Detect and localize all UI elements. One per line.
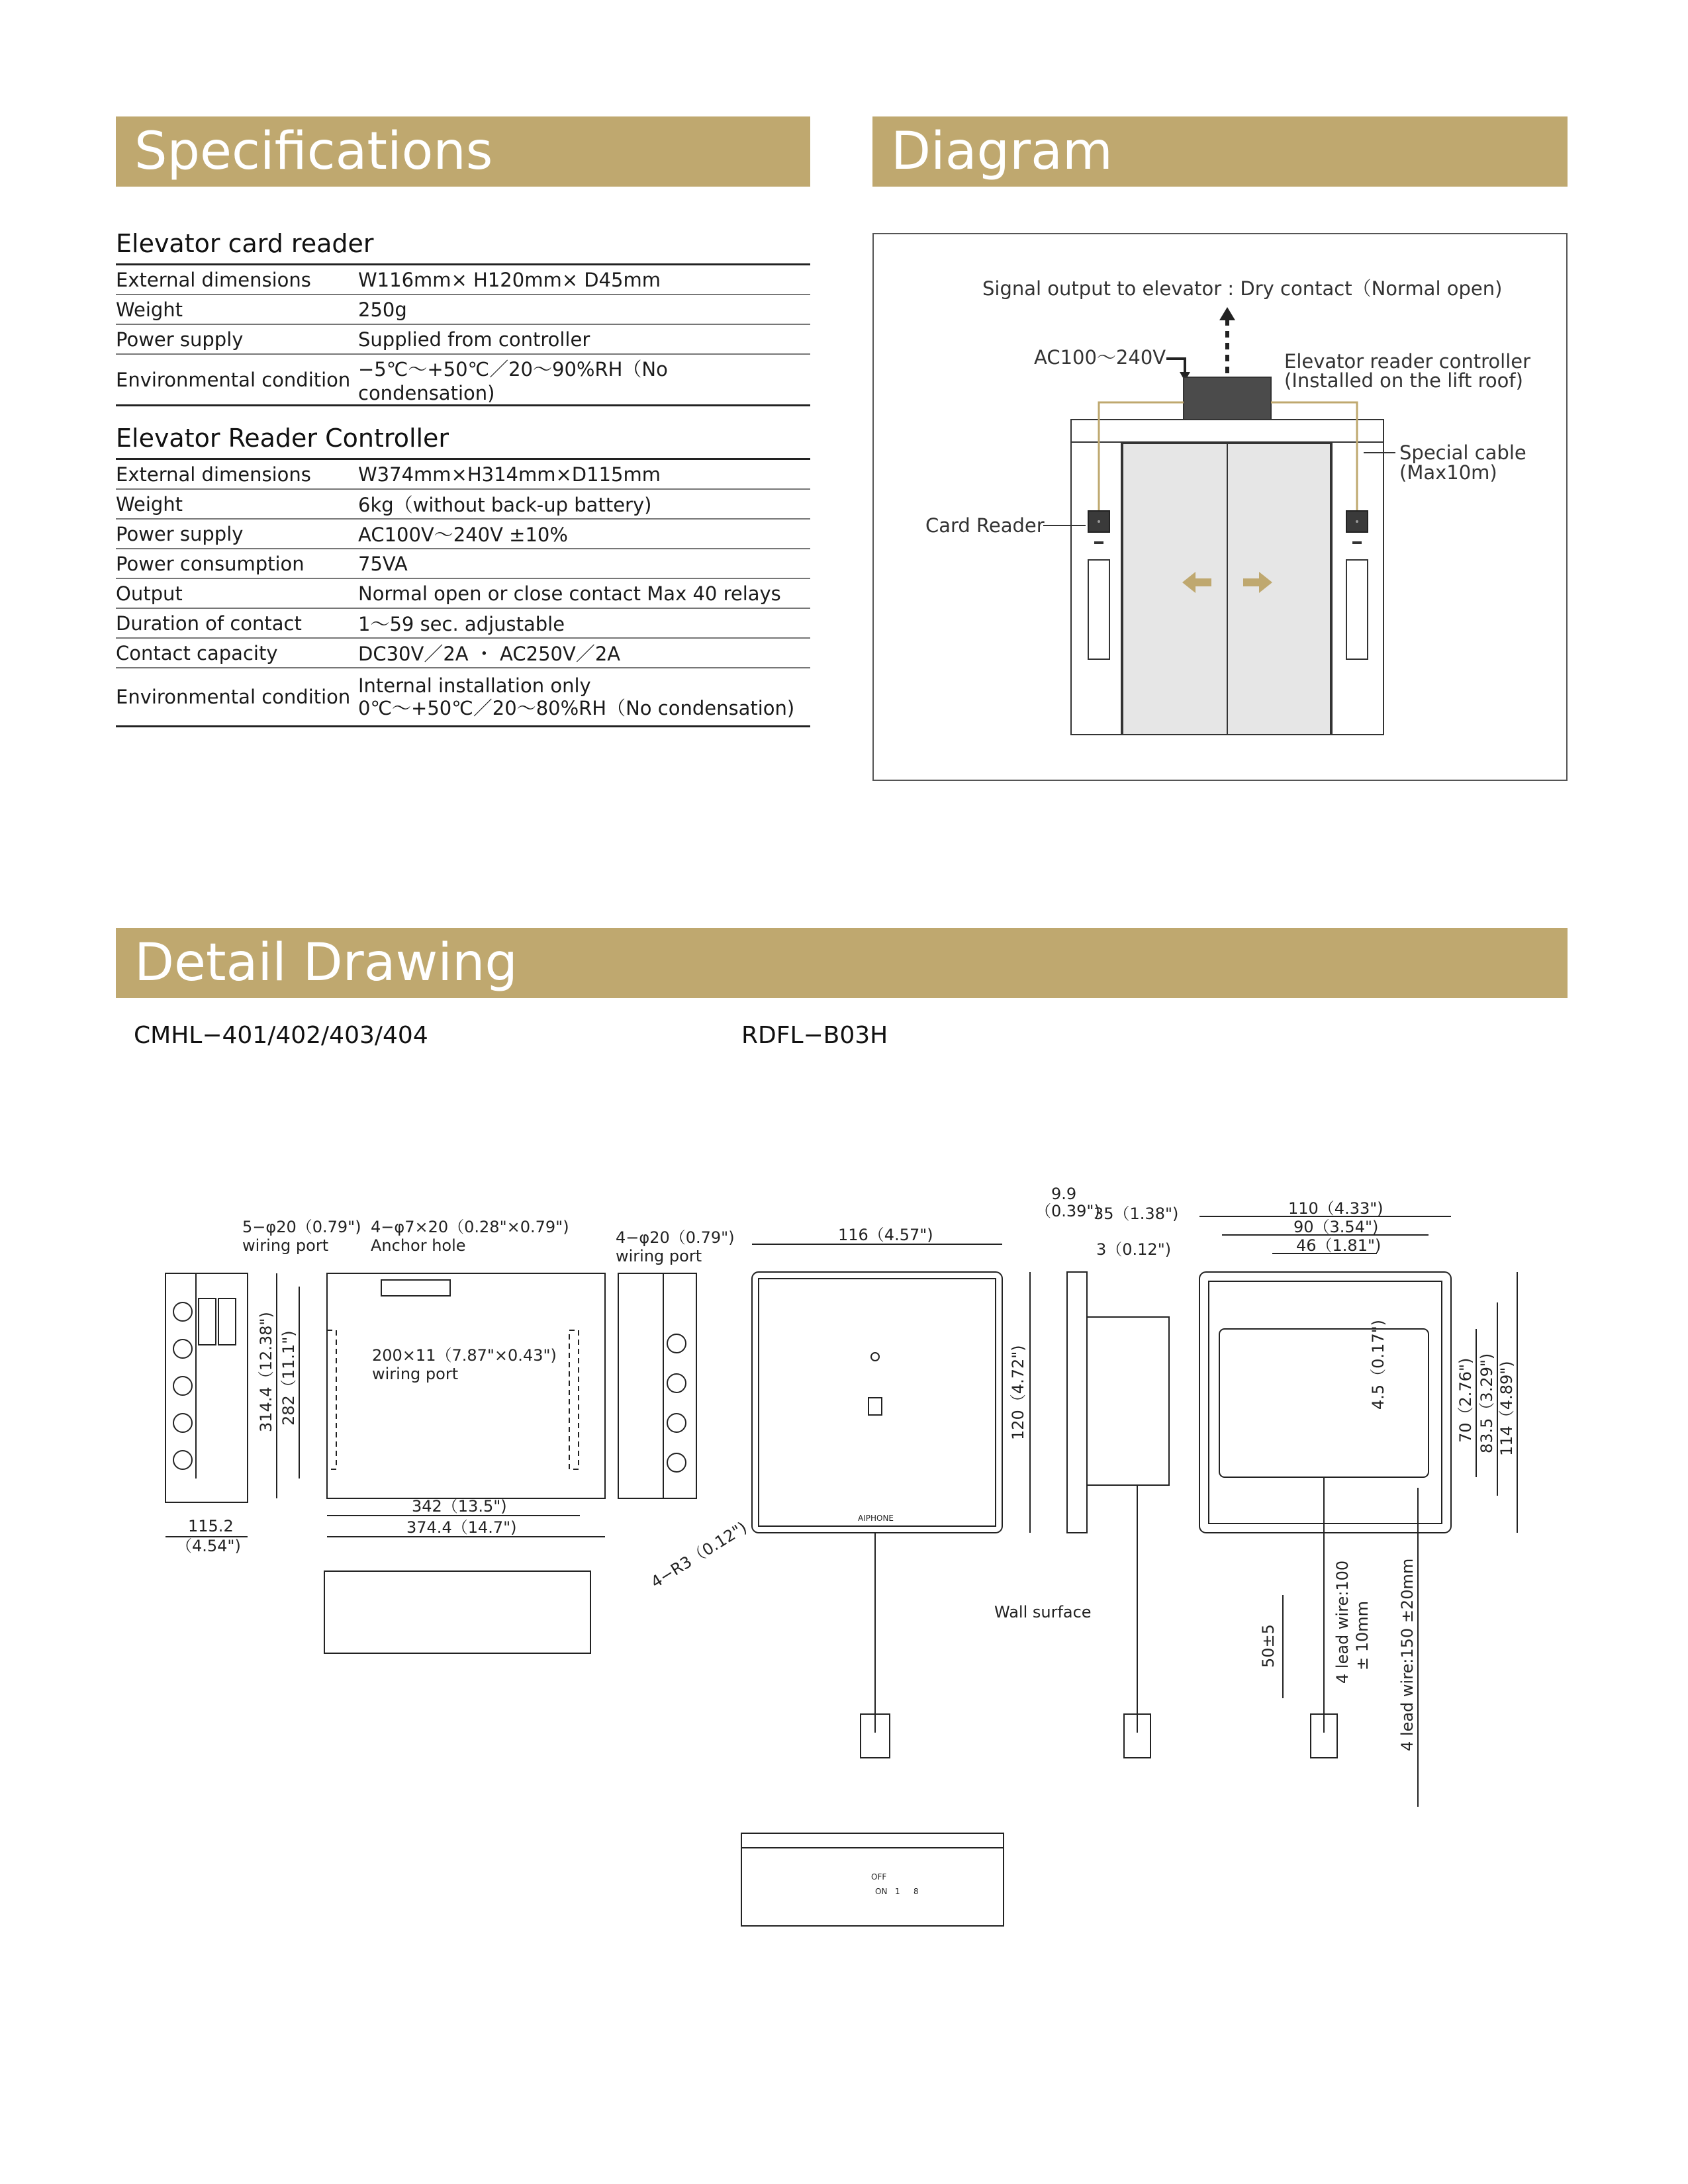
detail-drawing-banner xyxy=(116,928,1568,998)
detail-drawing xyxy=(0,1165,1688,1959)
spec-value: W374mm×H314mm×D115mm xyxy=(358,459,810,490)
side-bracket-2 xyxy=(218,1298,236,1345)
controller-bottom-view xyxy=(324,1571,590,1653)
door-left xyxy=(1123,443,1227,735)
table-row xyxy=(116,489,810,519)
label-back-114: 114（4.89") xyxy=(1497,1361,1516,1456)
reader-front-outer xyxy=(752,1272,1002,1533)
label-switch-8: 8 xyxy=(914,1887,919,1896)
call-panel-left xyxy=(1088,560,1109,659)
label-height-314: 314.4（12.38") xyxy=(257,1312,275,1432)
reader-side-body xyxy=(1087,1317,1169,1485)
label-switch-1: 1 xyxy=(895,1887,900,1896)
spec-key: External dimensions xyxy=(116,459,358,490)
spec-key: Contact capacity xyxy=(116,638,358,668)
label-back-45: 4.5（0.17") xyxy=(1369,1319,1387,1410)
label-slot-b: wiring port xyxy=(372,1365,459,1383)
reader-led-left-icon xyxy=(1098,520,1100,523)
controller-terminal-block xyxy=(381,1280,450,1296)
wiring-port-5-icon xyxy=(173,1451,192,1469)
model-right: RDFL−B03H xyxy=(741,1022,888,1049)
signal-arrow-head-icon xyxy=(1219,307,1235,320)
label-back-835: 83.5（3.29") xyxy=(1477,1353,1496,1453)
side-bracket-1 xyxy=(199,1298,216,1345)
label-lead-100: 4 lead wire:100 xyxy=(1333,1560,1352,1684)
table-row xyxy=(116,459,810,490)
label-reader-radius: 4−R3（0.12") xyxy=(647,1518,751,1592)
reader-bottom-flange xyxy=(741,1833,1004,1848)
controller-right-view xyxy=(618,1273,696,1498)
label-wiring-port-5: 5−φ20（0.79") xyxy=(242,1218,361,1236)
controller-label-1: Elevator reader controller xyxy=(1284,350,1531,373)
special-cable-label-1: Special cable xyxy=(1399,441,1526,464)
table-row xyxy=(116,324,810,354)
table-row xyxy=(116,608,810,638)
label-side-35: 35（1.38") xyxy=(1094,1205,1179,1223)
diagram-heading: Diagram xyxy=(891,122,1113,181)
reader-front-inner xyxy=(759,1279,996,1526)
spec-key: External dimensions xyxy=(116,265,358,295)
signal-output-label: Signal output to elevator : Dry contact（Normal open) xyxy=(982,277,1503,300)
right-port-2-icon xyxy=(667,1374,686,1392)
controller-slot-right xyxy=(569,1330,579,1469)
spec-value: AC100V〜240V ±10% xyxy=(358,519,810,549)
label-back-90: 90（3.54") xyxy=(1293,1218,1379,1236)
label-reader-width: 116（4.57") xyxy=(838,1226,933,1244)
label-width-374: 374.4（14.7") xyxy=(406,1518,517,1537)
reader-back-pcb xyxy=(1219,1329,1429,1477)
door-right xyxy=(1227,443,1331,735)
card-reader-label: Card Reader xyxy=(925,514,1045,537)
label-side-99: 9.9 xyxy=(1051,1185,1077,1203)
spec-key: Weight xyxy=(116,489,358,519)
label-reader-height: 120（4.72") xyxy=(1009,1345,1027,1440)
wiring-port-3-icon xyxy=(173,1377,192,1395)
label-lead-150: 4 lead wire:150 ±20mm xyxy=(1398,1558,1417,1751)
table-row xyxy=(116,638,810,668)
table-row xyxy=(116,354,810,406)
ac-power-line xyxy=(1166,359,1185,373)
specifications-banner xyxy=(116,116,810,187)
table-row xyxy=(116,519,810,549)
label-height-282: 282（11.1") xyxy=(279,1330,298,1426)
spec-key: Power consumption xyxy=(116,549,358,578)
label-wiring-port-5b: wiring port xyxy=(242,1236,329,1255)
spec-key: Output xyxy=(116,578,358,608)
label-depth-115: 115.2 xyxy=(188,1517,234,1535)
spec-value: 250g xyxy=(358,295,810,324)
spec-key: Power supply xyxy=(116,324,358,354)
spec-key: Environmental condition xyxy=(116,668,358,727)
controller-slot-left xyxy=(327,1330,336,1469)
spec-value: 1〜59 sec. adjustable xyxy=(358,608,810,638)
spec-value: Normal open or close contact Max 40 relays xyxy=(358,578,810,608)
spec-value: DC30V／2A ・ AC250V／2A xyxy=(358,638,810,668)
label-back-110: 110（4.33") xyxy=(1288,1199,1383,1218)
spec-value: 6kg（without back-up battery) xyxy=(358,489,810,519)
table-row xyxy=(116,265,810,295)
card-reader-spec-table xyxy=(116,263,810,406)
controller-front-view xyxy=(327,1273,605,1498)
card-reader-title: Elevator card reader xyxy=(116,229,374,258)
right-port-1-icon xyxy=(667,1334,686,1353)
label-width-342: 342（13.5") xyxy=(412,1497,507,1516)
spec-value-line-2: 0℃〜+50℃／20〜80%RH（No condensation) xyxy=(358,697,795,719)
label-brand: AIPHONE xyxy=(858,1514,894,1523)
model-left: CMHL−401/402/403/404 xyxy=(134,1022,428,1049)
spec-value: W116mm× H120mm× D45mm xyxy=(358,265,810,295)
spec-value: Supplied from controller xyxy=(358,324,810,354)
spec-value xyxy=(358,668,810,727)
label-anchor-hole: 4−φ7×20（0.28"×0.79") xyxy=(371,1218,569,1236)
reader-led-right-icon xyxy=(1356,520,1358,523)
label-depth-115b: （4.54") xyxy=(176,1537,241,1555)
right-port-3-icon xyxy=(667,1414,686,1432)
reader-back-outer xyxy=(1199,1272,1451,1533)
reader-back-inner xyxy=(1209,1281,1442,1524)
ac-power-label: AC100〜240V xyxy=(1034,346,1166,369)
spec-key: Weight xyxy=(116,295,358,324)
label-switch-off: OFF xyxy=(871,1872,887,1882)
reader-indicator xyxy=(868,1398,882,1415)
elevator-diagram xyxy=(872,233,1568,781)
label-back-70: 70（2.76") xyxy=(1456,1357,1475,1443)
spec-value: 75VA xyxy=(358,549,810,578)
reader-side-plate xyxy=(1067,1272,1087,1533)
label-slot: 200×11（7.87"×0.43") xyxy=(372,1346,557,1365)
label-switch-on: ON xyxy=(875,1887,888,1896)
table-row xyxy=(116,549,810,578)
wiring-port-4-icon xyxy=(173,1414,192,1432)
call-panel-right xyxy=(1346,560,1368,659)
label-wall-surface: Wall surface xyxy=(994,1603,1092,1621)
table-row xyxy=(116,578,810,608)
label-wiring-port-4b: wiring port xyxy=(616,1247,702,1265)
special-cable-label-2: (Max10m) xyxy=(1399,461,1497,484)
right-port-4-icon xyxy=(667,1453,686,1472)
table-row xyxy=(116,668,810,727)
label-back-46: 46（1.81") xyxy=(1296,1236,1382,1255)
label-lead-50: 50±5 xyxy=(1259,1624,1278,1668)
spec-key: Environmental condition xyxy=(116,354,358,406)
diagram-banner xyxy=(872,116,1568,187)
spec-key: Duration of contact xyxy=(116,608,358,638)
reader-hole-icon xyxy=(871,1353,879,1361)
wiring-port-2-icon xyxy=(173,1340,192,1358)
reader-indicator-left xyxy=(1094,541,1103,544)
label-lead-100b: ± 10mm xyxy=(1353,1600,1372,1670)
table-row xyxy=(116,295,810,324)
reader-indicator-right xyxy=(1352,541,1362,544)
controller-title: Elevator Reader Controller xyxy=(116,424,449,453)
label-side-3: 3（0.12") xyxy=(1096,1240,1172,1259)
label-side-99b: （0.39") xyxy=(1035,1202,1100,1220)
detail-drawing-heading: Detail Drawing xyxy=(134,933,518,993)
spec-value: −5℃〜+50℃／20〜90%RH（No condensation) xyxy=(358,354,810,406)
controller-spec-table xyxy=(116,458,810,727)
label-wiring-port-4: 4−φ20（0.79") xyxy=(616,1228,735,1247)
controller-label-2: (Installed on the lift roof) xyxy=(1284,369,1523,392)
specifications-heading: Specifications xyxy=(134,122,493,181)
spec-key: Power supply xyxy=(116,519,358,549)
label-anchor-hole-b: Anchor hole xyxy=(371,1236,466,1255)
wiring-port-1-icon xyxy=(173,1302,192,1321)
spec-value-line-1: Internal installation only xyxy=(358,674,591,697)
controller-box xyxy=(1184,377,1271,424)
